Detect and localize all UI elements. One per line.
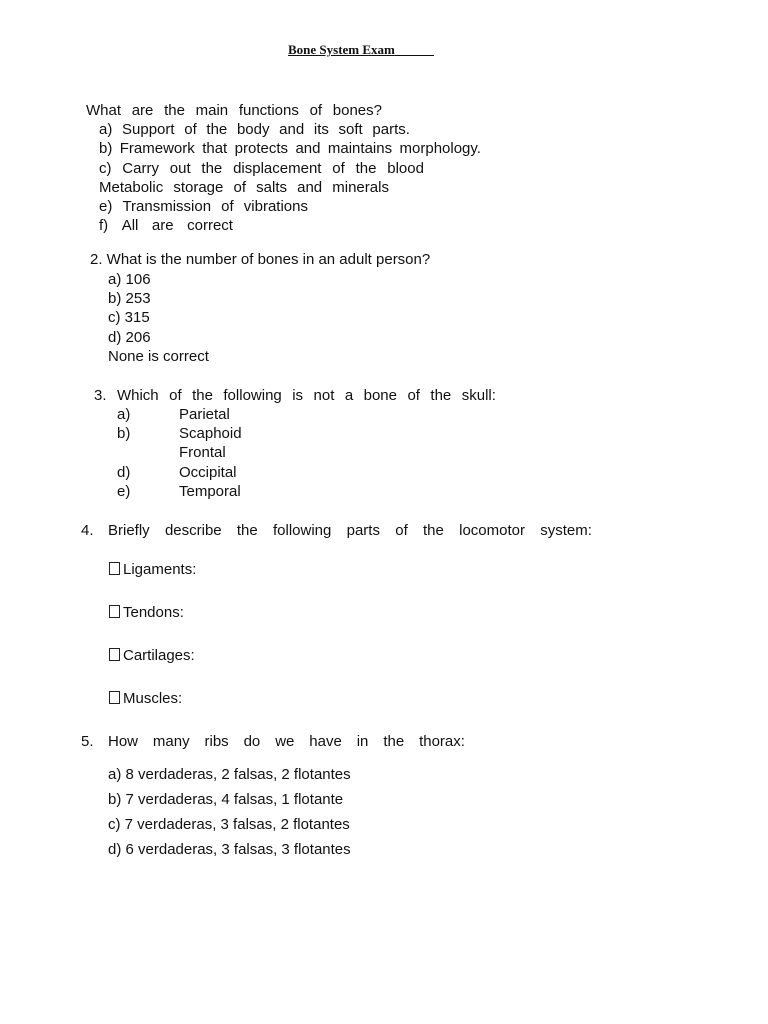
word: e) [99,198,113,215]
question-1 [86,101,382,120]
q3-option-d [117,463,237,482]
word: the [206,121,228,138]
q3-option-text: Frontal [179,444,226,461]
word: functions [238,102,299,119]
word: Framework [119,140,195,157]
q1-option-a [99,120,410,139]
q2-option-a: a) 106 [108,271,151,288]
word: in [356,733,369,750]
checkbox-glyph [109,691,120,704]
word: a [344,387,354,404]
word: we [275,733,295,750]
word: c) [99,160,112,177]
word: Support [122,121,175,138]
word: 3. [94,387,107,404]
q5-number: 5. [81,733,94,750]
word: the [355,160,377,177]
word: main [195,102,229,119]
word: of [233,179,247,196]
word: the [423,522,444,539]
word: is [292,387,304,404]
q2-option-e: None is correct [108,348,209,365]
q1-option-c [99,159,424,178]
word: parts. [372,121,410,138]
word: soft [338,121,363,138]
word: parts [346,522,380,539]
word: out [169,160,191,177]
word: following [223,387,282,404]
word: system: [540,522,592,539]
q3-option-letter: e) [117,483,131,500]
word: blood [387,160,424,177]
word: Briefly [108,522,150,539]
q4-item-label: Tendons: [123,604,184,621]
word: the [192,387,213,404]
word: and [279,121,305,138]
word: b) [99,140,113,157]
q2-option-d: d) 206 [108,329,151,346]
word: protects [234,140,289,157]
word: body [236,121,270,138]
word: Transmission [122,198,212,215]
word: are [131,102,154,119]
word: and [297,179,323,196]
word: What [86,102,122,119]
q4-number: 4. [81,522,94,539]
q2-option-c: c) 315 [108,309,150,326]
word: following [273,522,332,539]
word: displacement [233,160,322,177]
word: All [121,217,139,234]
word: storage [173,179,224,196]
q3-option-e [117,482,241,501]
q5-option-d: d) 6 verdaderas, 3 falsas, 3 flotantes [108,841,351,858]
word: bone [363,387,397,404]
q4-item-ligaments [109,560,196,579]
word: morphology. [399,140,481,157]
checkbox-glyph [109,562,120,575]
q3-option-text: Parietal [179,406,230,423]
q1-option-b [99,139,481,158]
q3-option-text: Scaphoid [179,425,242,442]
word: of [332,160,345,177]
word: not [313,387,335,404]
q4-item-label: Cartilages: [123,647,195,664]
exam-title [288,40,454,59]
question-4 [108,521,592,540]
word: describe [164,522,222,539]
word: Which [116,387,159,404]
q4-item-label: Ligaments: [123,561,197,578]
q3-option-text: Temporal [179,483,241,500]
word: maintains [327,140,393,157]
word: a) [99,121,113,138]
q4-item-tendons [109,603,184,622]
word: thorax: [419,733,465,750]
word: Metabolic [99,179,164,196]
word: locomotor [459,522,525,539]
q3-option-text: Occipital [179,464,237,481]
word: correct [187,217,233,234]
word: f) [99,217,109,234]
word: bones? [332,102,382,119]
word: the [236,522,258,539]
q3-option-a [117,405,230,424]
q5-option-b: b) 7 verdaderas, 4 falsas, 1 flotante [108,791,344,808]
q3-option-letter: d) [117,464,131,481]
question-3 [94,386,496,405]
word: and [295,140,321,157]
word: have [309,733,342,750]
word: are [151,217,174,234]
q1-option-e [99,197,308,216]
q5-option-a: a) 8 verdaderas, 2 falsas, 2 flotantes [108,766,351,783]
q3-option-letter: b) [117,425,131,442]
q1-option-f [99,216,233,235]
word: of [169,387,182,404]
word: do [243,733,261,750]
question-2: 2. What is the number of bones in an adult person? [90,251,431,268]
word: ribs [204,733,229,750]
q3-option-letter: a) [117,406,131,423]
word: of [309,102,323,119]
q2-option-b: b) 253 [108,290,151,307]
q4-item-label: Muscles: [123,690,183,707]
q5-option-c: c) 7 verdaderas, 3 falsas, 2 flotantes [108,816,350,833]
word: its [313,121,329,138]
exam-title-blank: ______ [394,42,434,57]
checkbox-glyph [109,648,120,661]
word: skull: [461,387,496,404]
word: of [395,522,408,539]
word: many [152,733,190,750]
q3-option-c [117,443,226,462]
q1-option-d [99,178,389,197]
question-5 [108,732,465,751]
word: the [383,733,405,750]
word: the [201,160,223,177]
word: the [430,387,452,404]
word: that [202,140,228,157]
word: of [407,387,420,404]
word: Carry [122,160,159,177]
word: of [184,121,197,138]
word: the [164,102,185,119]
q4-item-cartilages [109,646,195,665]
word: minerals [332,179,389,196]
word: of [221,198,234,215]
q4-item-muscles [109,689,182,708]
word: vibrations [243,198,308,215]
exam-title-text: Bone System Exam [288,42,395,57]
checkbox-glyph [109,605,120,618]
q3-option-b [117,424,242,443]
word: How [108,733,139,750]
word: salts [256,179,287,196]
